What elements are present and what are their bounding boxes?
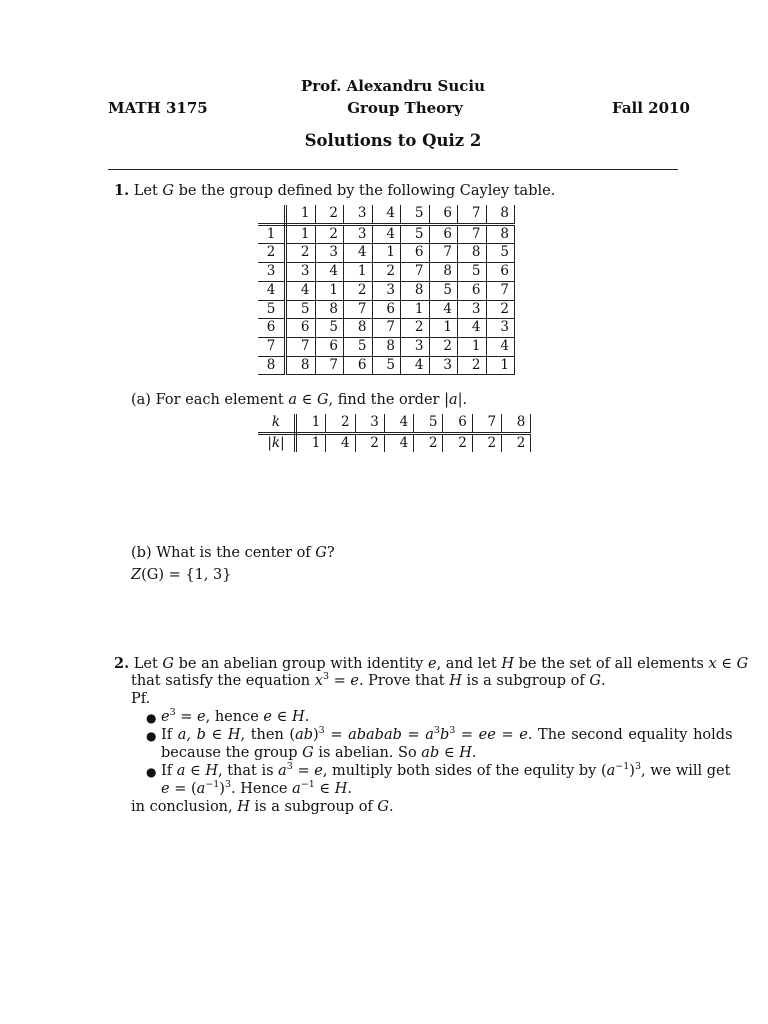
- cayley-cell: 6: [344, 356, 373, 375]
- text-fragment: ababab: [348, 727, 402, 743]
- text-fragment: .: [600, 673, 606, 689]
- text-fragment: , hence: [205, 709, 264, 725]
- cayley-row-header: 7: [258, 337, 286, 356]
- table-row: [258, 356, 515, 375]
- cayley-cell: 5: [315, 319, 344, 338]
- order-column-header: 1: [296, 414, 326, 433]
- text-fragment: =: [495, 727, 520, 743]
- cayley-row-header: 5: [258, 300, 286, 319]
- cayley-cell: 2: [429, 337, 458, 356]
- proof-step-2-line2: [161, 745, 476, 761]
- text-fragment: H: [237, 799, 250, 815]
- cayley-cell: 1: [372, 244, 401, 263]
- cayley-cell: 4: [429, 300, 458, 319]
- cayley-cell: 5: [372, 356, 401, 375]
- cayley-cell: 2: [401, 319, 430, 338]
- text-fragment: because the group: [161, 745, 303, 761]
- cayley-cell: 1: [458, 337, 487, 356]
- order-value: 2: [502, 433, 531, 452]
- cayley-row-header: 4: [258, 281, 286, 300]
- text-fragment: G: [736, 656, 749, 672]
- text-fragment: , that is: [217, 763, 279, 779]
- text-fragment: a: [176, 763, 186, 779]
- text-fragment: (a): [131, 392, 151, 408]
- text-fragment: 3: [322, 671, 329, 682]
- problem2-statement-line1: [114, 655, 748, 672]
- text-fragment: e: [161, 709, 170, 725]
- table-row: [258, 263, 515, 282]
- text-fragment: 3: [169, 707, 176, 718]
- order-table: [258, 414, 531, 452]
- text-fragment: −1: [300, 779, 315, 790]
- cayley-cell: 4: [372, 224, 401, 244]
- cayley-cell: 3: [401, 337, 430, 356]
- order-column-header: 5: [414, 414, 443, 433]
- cayley-cell: 3: [486, 319, 515, 338]
- order-column-header: 2: [326, 414, 355, 433]
- part-b-question: [131, 545, 335, 561]
- cayley-cell: 3: [315, 244, 344, 263]
- cayley-cell: 7: [286, 337, 316, 356]
- cayley-cell: 4: [286, 281, 316, 300]
- cayley-cell: 2: [486, 300, 515, 319]
- cayley-cell: 5: [344, 337, 373, 356]
- cayley-cell: 5: [458, 263, 487, 282]
- cayley-column-header: 5: [401, 205, 430, 224]
- order-header-label: k: [258, 414, 296, 433]
- text-fragment: be the set of all elements: [513, 656, 709, 672]
- cayley-cell: 4: [458, 319, 487, 338]
- text-fragment: e: [519, 727, 528, 743]
- text-fragment: G: [589, 673, 601, 689]
- cayley-cell: 3: [286, 263, 316, 282]
- text-fragment: 3: [433, 725, 440, 736]
- text-fragment: , and let: [436, 656, 502, 672]
- cayley-cell: 8: [344, 319, 373, 338]
- text-fragment: =: [455, 727, 479, 743]
- text-fragment: a: [196, 781, 206, 797]
- text-fragment: . Hence: [231, 781, 293, 797]
- text-fragment: . Prove that: [358, 673, 450, 689]
- cayley-cell: 8: [458, 244, 487, 263]
- cayley-cell: 1: [315, 281, 344, 300]
- text-fragment: |.: [457, 392, 468, 408]
- cayley-column-header: 8: [486, 205, 515, 224]
- proof-conclusion: [131, 799, 394, 815]
- text-fragment: .: [389, 799, 394, 815]
- cayley-cell: 8: [486, 224, 515, 244]
- page-title: Solutions to Quiz 2: [304, 131, 482, 150]
- text-fragment: = (: [169, 781, 197, 797]
- order-value: 2: [472, 433, 501, 452]
- text-fragment: (b): [131, 545, 152, 561]
- cayley-cell: 8: [429, 263, 458, 282]
- problem1-statement: [114, 182, 555, 199]
- text-fragment: .: [471, 745, 477, 761]
- bullet-2-icon: ●: [146, 729, 157, 743]
- order-row-label: |k|: [258, 433, 296, 452]
- text-fragment: Let: [133, 183, 163, 199]
- cayley-cell: 6: [401, 244, 430, 263]
- text-fragment: −1: [205, 779, 220, 790]
- table-row: [258, 433, 531, 452]
- part-b-answer: [131, 567, 231, 583]
- text-fragment: 3: [449, 725, 456, 736]
- text-fragment: What is the center of: [156, 545, 316, 561]
- text-fragment: x: [708, 656, 717, 672]
- text-fragment: =: [292, 763, 315, 779]
- cayley-cell: 3: [458, 300, 487, 319]
- text-fragment: −1: [615, 761, 630, 772]
- text-fragment: that satisfy the equation: [131, 673, 315, 689]
- text-fragment: =: [401, 727, 426, 743]
- order-value: 4: [326, 433, 355, 452]
- table-row: [258, 244, 515, 263]
- text-fragment: ∈: [205, 727, 228, 743]
- cayley-cell: 7: [315, 356, 344, 375]
- text-fragment: ∈: [716, 656, 737, 672]
- cayley-column-header: 2: [315, 205, 344, 224]
- text-fragment: , we will get: [641, 763, 731, 779]
- cayley-cell: 6: [372, 300, 401, 319]
- text-fragment: , then (: [240, 727, 296, 743]
- cayley-cell: 1: [486, 356, 515, 375]
- text-fragment: 3: [224, 779, 232, 790]
- text-fragment: ∈: [185, 763, 206, 779]
- order-column-header: 8: [502, 414, 531, 433]
- text-fragment: G: [162, 656, 174, 672]
- text-fragment: H: [205, 763, 218, 779]
- text-fragment: , find the order |: [328, 392, 449, 408]
- text-fragment: a: [606, 763, 616, 779]
- text-fragment: ab: [421, 745, 440, 761]
- table-row: [258, 319, 515, 338]
- text-fragment: H: [334, 781, 348, 797]
- cayley-cell: 2: [458, 356, 487, 375]
- text-fragment: a: [278, 763, 287, 779]
- problem1-number: 1.: [114, 182, 130, 199]
- cayley-cell: 4: [344, 244, 373, 263]
- cayley-cell: 7: [401, 263, 430, 282]
- text-fragment: G: [377, 799, 389, 815]
- cayley-cell: 1: [401, 300, 430, 319]
- cayley-cell: 8: [401, 281, 430, 300]
- text-fragment: ∈: [314, 781, 335, 797]
- order-column-header: 3: [355, 414, 384, 433]
- cayley-cell: 3: [429, 356, 458, 375]
- order-column-header: 6: [443, 414, 472, 433]
- cayley-cell: 1: [429, 319, 458, 338]
- cayley-cell: 6: [486, 263, 515, 282]
- text-fragment: If: [161, 763, 177, 779]
- text-fragment: (G): [141, 567, 164, 583]
- text-fragment: G: [315, 545, 327, 561]
- cayley-cell: 7: [429, 244, 458, 263]
- text-fragment: G: [316, 392, 329, 408]
- cayley-row-header: 3: [258, 263, 286, 282]
- text-fragment: e: [197, 709, 206, 725]
- cayley-column-header: 4: [372, 205, 401, 224]
- problem2-number: 2.: [114, 655, 130, 672]
- cayley-cell: 5: [401, 224, 430, 244]
- proof-step-3-line1: [161, 763, 730, 779]
- text-fragment: a: [425, 727, 434, 743]
- text-fragment: e: [161, 781, 170, 797]
- proof-step-1: [161, 709, 309, 725]
- cayley-column-header: 7: [458, 205, 487, 224]
- text-fragment: e: [350, 673, 359, 689]
- cayley-cell: 4: [315, 263, 344, 282]
- cayley-cell: 7: [486, 281, 515, 300]
- text-fragment: H: [459, 745, 472, 761]
- cayley-cell: 1: [344, 263, 373, 282]
- text-fragment: ): [629, 763, 635, 779]
- order-column-header: 4: [384, 414, 413, 433]
- text-fragment: ?: [326, 545, 335, 561]
- cayley-cell: 2: [372, 263, 401, 282]
- cayley-row-header: 8: [258, 356, 286, 375]
- cayley-cell: 6: [458, 281, 487, 300]
- order-value: 4: [384, 433, 413, 452]
- text-fragment: ): [219, 781, 225, 797]
- text-fragment: ab: [295, 727, 313, 743]
- text-fragment: =: [328, 673, 351, 689]
- text-fragment: H: [449, 673, 462, 689]
- text-fragment: a: [448, 392, 458, 408]
- table-row: [258, 281, 515, 300]
- text-fragment: ∈: [272, 709, 292, 725]
- text-fragment: .: [304, 709, 310, 725]
- text-fragment: G: [162, 183, 174, 199]
- professor-name: Prof. Alexandru Suciu: [301, 77, 485, 95]
- text-fragment: e: [263, 709, 272, 725]
- cayley-corner: [258, 205, 286, 224]
- text-fragment: a, b: [177, 727, 206, 743]
- text-fragment: 3: [318, 725, 325, 736]
- course-subject: Group Theory: [347, 99, 463, 117]
- cayley-cell: 3: [344, 224, 373, 244]
- term: Fall 2010: [612, 99, 690, 117]
- cayley-cell: 8: [372, 337, 401, 356]
- text-fragment: be the group defined by the following Cayley table.: [174, 183, 556, 199]
- text-fragment: e: [427, 656, 437, 672]
- text-fragment: For each element: [155, 392, 289, 408]
- text-fragment: 3: [286, 761, 293, 772]
- text-fragment: . The second equality holds: [527, 727, 733, 743]
- text-fragment: is abelian. So: [313, 745, 422, 761]
- cayley-cell: 5: [286, 300, 316, 319]
- cayley-cell: 8: [286, 356, 316, 375]
- cayley-cell: 6: [429, 224, 458, 244]
- cayley-cell: 6: [315, 337, 344, 356]
- text-fragment: ee: [478, 727, 496, 743]
- bullet-1-icon: ●: [146, 711, 157, 725]
- text-fragment: in conclusion,: [131, 799, 238, 815]
- cayley-cell: 6: [286, 319, 316, 338]
- cayley-cell: 7: [458, 224, 487, 244]
- cayley-cell: 5: [486, 244, 515, 263]
- text-fragment: 3: [634, 761, 642, 772]
- course-number: MATH 3175: [108, 99, 208, 117]
- text-fragment: x: [314, 673, 323, 689]
- text-fragment: =: [175, 709, 198, 725]
- text-fragment: G: [302, 745, 314, 761]
- table-row: [258, 300, 515, 319]
- cayley-cell: 1: [286, 224, 316, 244]
- cayley-column-header: 3: [344, 205, 373, 224]
- text-fragment: Z: [131, 567, 142, 583]
- order-value: 1: [296, 433, 326, 452]
- cayley-cell: 4: [486, 337, 515, 356]
- text-fragment: .: [347, 781, 353, 797]
- cayley-cell: 8: [315, 300, 344, 319]
- bullet-3-icon: ●: [146, 765, 157, 779]
- problem2-statement-line2: [131, 673, 606, 689]
- table-row: [258, 224, 515, 244]
- cayley-cell: 5: [429, 281, 458, 300]
- cayley-cell: 4: [401, 356, 430, 375]
- cayley-cell: 2: [344, 281, 373, 300]
- text-fragment: be an abelian group with identity: [174, 656, 428, 672]
- text-fragment: If: [161, 727, 178, 743]
- cayley-row-header: 1: [258, 224, 286, 244]
- order-value: 2: [414, 433, 443, 452]
- cayley-column-header: 6: [429, 205, 458, 224]
- cayley-cell: 2: [315, 224, 344, 244]
- proof-step-3-line2: [161, 781, 352, 797]
- cayley-row-header: 2: [258, 244, 286, 263]
- text-fragment: e: [314, 763, 323, 779]
- order-column-header: 7: [472, 414, 501, 433]
- cayley-cell: 3: [372, 281, 401, 300]
- text-fragment: ∈: [439, 745, 460, 761]
- text-fragment: a: [288, 392, 297, 408]
- text-fragment: is a subgroup of: [461, 673, 590, 689]
- proof-label: Pf.: [131, 691, 151, 707]
- part-a-question: [131, 392, 467, 408]
- text-fragment: a: [292, 781, 301, 797]
- order-value: 2: [355, 433, 384, 452]
- table-row: [258, 337, 515, 356]
- text-fragment: H: [501, 656, 514, 672]
- text-fragment: b: [439, 727, 450, 743]
- cayley-cell: 7: [372, 319, 401, 338]
- proof-step-2-line1: [161, 727, 733, 743]
- text-fragment: is a subgroup of: [249, 799, 378, 815]
- text-fragment: Let: [133, 656, 163, 672]
- cayley-row-header: 6: [258, 319, 286, 338]
- text-fragment: = {1, 3}: [163, 567, 232, 583]
- cayley-column-header: 1: [286, 205, 316, 224]
- cayley-table: [258, 205, 515, 375]
- text-fragment: =: [324, 727, 349, 743]
- header-rule: [108, 169, 678, 170]
- text-fragment: ): [313, 727, 319, 743]
- order-value: 2: [443, 433, 472, 452]
- cayley-cell: 7: [344, 300, 373, 319]
- text-fragment: H: [291, 709, 305, 725]
- cayley-cell: 2: [286, 244, 316, 263]
- text-fragment: H: [227, 727, 241, 743]
- text-fragment: , multiply both sides of the equlity by (: [322, 763, 607, 779]
- text-fragment: ∈: [296, 392, 317, 408]
